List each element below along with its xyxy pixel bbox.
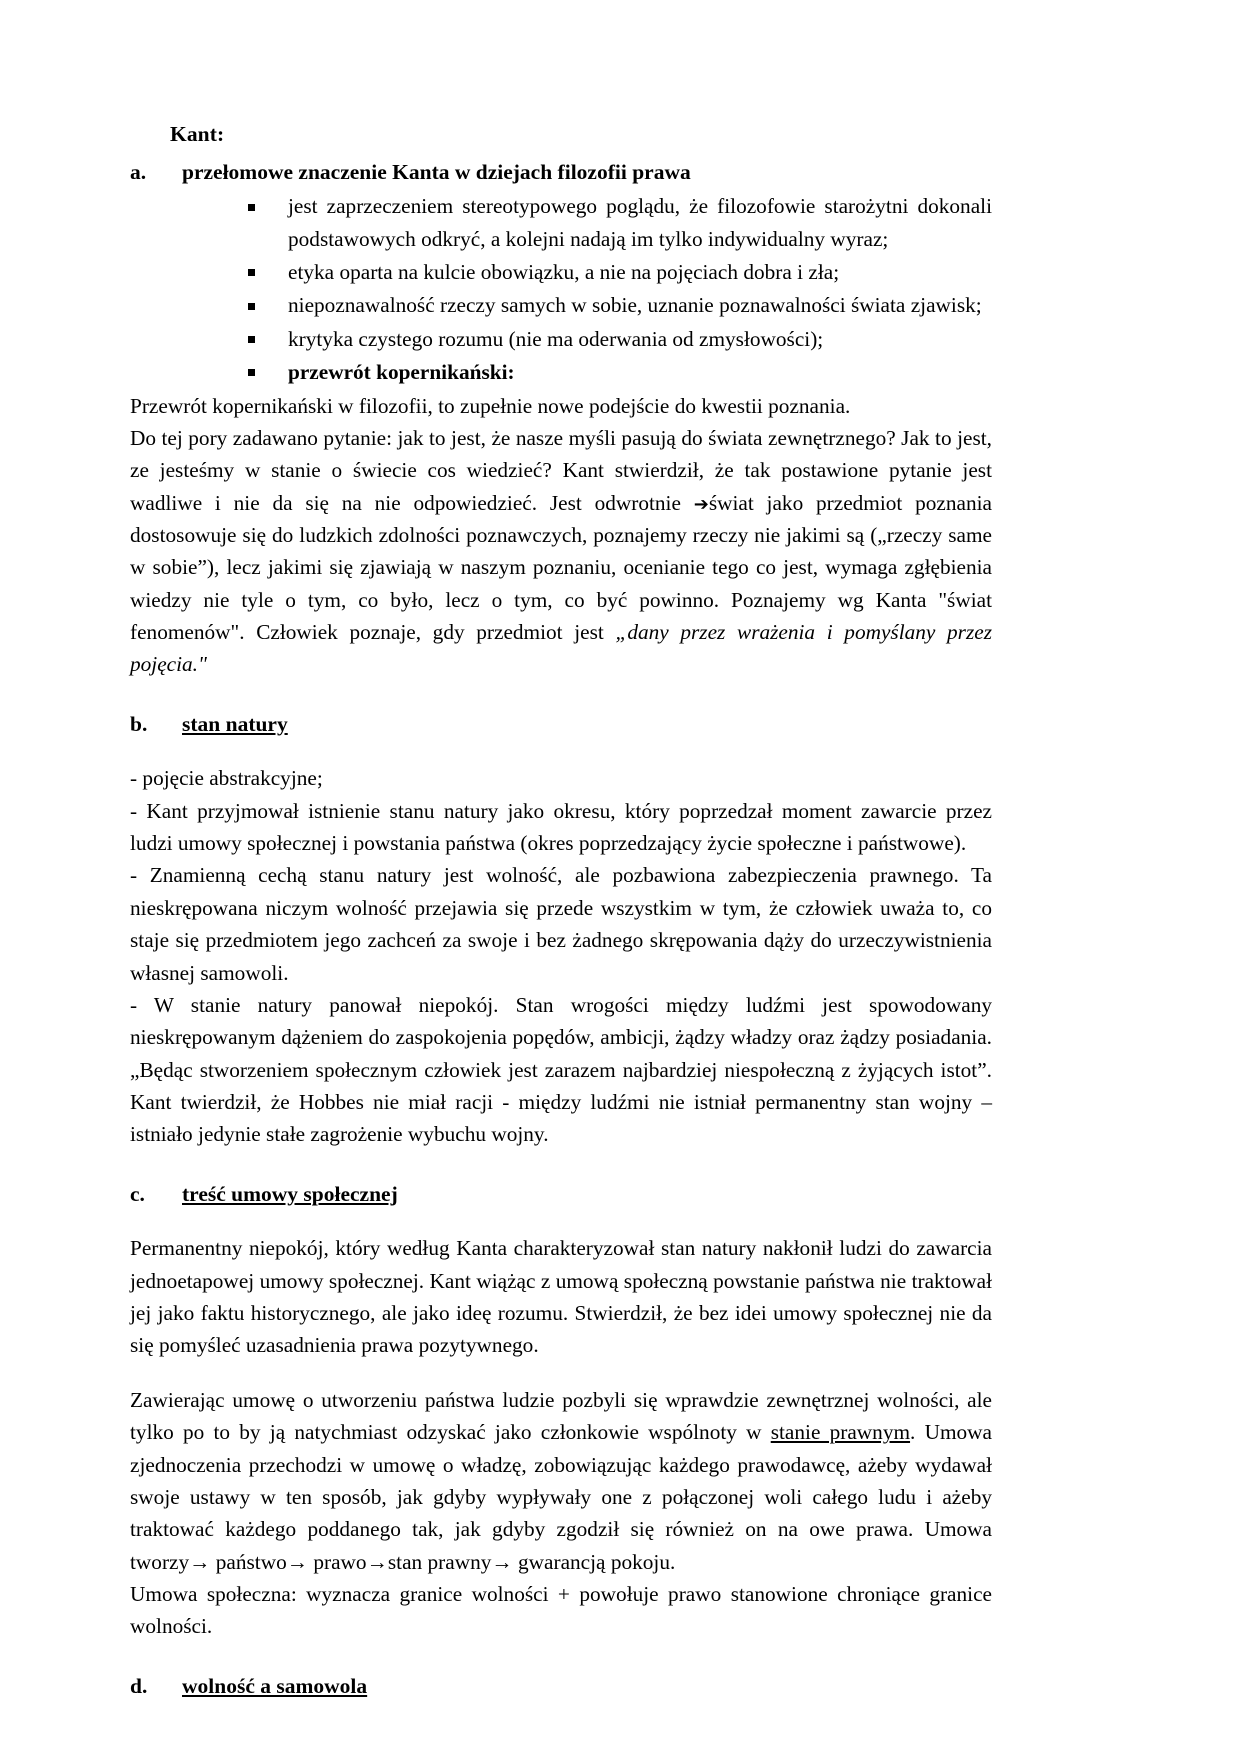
paragraph-c-2 xyxy=(130,1384,992,1578)
list-item-text: niepoznawalność rzeczy samych w sobie, uznanie poznawalności świata zjawisk; xyxy=(288,293,982,318)
square-bullet-icon xyxy=(248,336,255,343)
paragraph-c-2-part-1: Zawierając umowę o utworzeniu państwa ludzie pozbyli się wprawdzie zewnętrznej wolności, ale tylko po to by ją natychmiast odzyskać jako członkowie wspólnoty w xyxy=(130,1387,992,1445)
paragraph-text-part-2: świat jako przedmiot poznania dostosowuje się do ludzkich zdolności poznawczych, poznajemy rzeczy nie jakimi są („rzeczy same w sobie”), lecz jakimi się zjawiają w naszym poznaniu, ocenianie tego co jest, wymaga zgłębienia wiedzy nie tyle o tym, co było, lecz o tym, co być powinno. Poznajemy wg Kanta "świat fenomenów". Człowiek poznaje, gdy przedmiot jest xyxy=(130,490,993,645)
right-arrow-icon: ➔ xyxy=(693,493,709,515)
list-item-text: przewrót kopernikański: xyxy=(288,360,515,385)
section-title-b: stan natury xyxy=(182,711,288,736)
paragraph-kopernikanski-1: Przewrót kopernikański w filozofii, to zupełnie nowe podejście do kwestii poznania. xyxy=(130,393,851,418)
section-marker-c: c. xyxy=(130,1181,145,1206)
list-item xyxy=(130,323,992,355)
section-title-d: wolność a samowola xyxy=(182,1673,368,1698)
section-heading-d xyxy=(130,1670,992,1703)
bullet-list-a xyxy=(130,190,992,388)
list-item xyxy=(130,289,992,321)
paragraph-b-3: - Znamienną cechą stanu natury jest wolność, ale pozbawiona zabezpieczenia prawnego. Ta nieskrępowana niczym wolność przejawia się przede wszystkim w tym, że człowiek uważa to, co staje się przedmiotem jego zachceń za swoje i bez żadnego skrępowania dąży do urzeczywistnienia własnej samowoli. xyxy=(130,863,992,985)
list-item-text: krytyka czystego rozumu (nie ma oderwania od zmysłowości); xyxy=(288,326,824,351)
paragraph-c-1: Permanentny niepokój, który według Kanta charakteryzował stan natury nakłonił ludzi do zawarcia jednoetapowej umowy społecznej. Kant wiążąc z umową społeczną powstanie państwa nie traktował jej jako faktu historycznego, ale jako ideę rozumu. Stwierdził, że bez idei umowy społecznej nie da się pomyśleć uzasadnienia prawa pozytywnego. xyxy=(130,1236,992,1358)
paragraph-b-1: - pojęcie abstrakcyjne; xyxy=(130,766,323,791)
square-bullet-icon xyxy=(248,369,255,376)
list-item-text: jest zaprzeczeniem stereotypowego poglądu, że filozofowie starożytni dokonali podstawowych odkryć, a kolejni nadają im tylko indywidualny wyraz; xyxy=(288,194,992,251)
section-title-c: treść umowy społecznej xyxy=(182,1181,398,1206)
paragraph-text-part-1: Do tej pory zadawano pytanie: jak to jest, że nasze myśli pasują do świata zewnętrznego? Jak to jest, ze jesteśmy w stanie o świecie cos wiedzieć? Kant stwierdził, że tak postawione pytanie jest wadliwe i nie da się na nie odpowiedzieć. Jest odwrotnie xyxy=(130,425,992,515)
list-item xyxy=(130,356,992,388)
section-heading-b xyxy=(130,708,992,741)
paragraph-quote-italic: „dany przez wrażenia i pomyślany przez pojęcia." xyxy=(130,620,992,677)
section-title-a: przełomowe znaczenie Kanta w dziejach filozofii prawa xyxy=(182,159,691,184)
paragraph-c-3: Umowa społeczna: wyznacza granice wolności + powołuje prawo stanowione chroniące granice wolności. xyxy=(130,1581,992,1639)
page-title: Kant: xyxy=(170,122,225,146)
section-heading-a xyxy=(130,156,992,189)
section-marker-a: a. xyxy=(130,159,147,184)
document-body xyxy=(130,118,992,1702)
section-marker-d: d. xyxy=(130,1673,148,1698)
section-marker-b: b. xyxy=(130,711,148,736)
paragraph-b-2: - Kant przyjmował istnienie stanu natury jako okresu, który poprzedzał moment zawarcie przez ludzi umowy społecznej i powstania państwa (okres poprzedzający życie społeczne i państwowe). xyxy=(130,798,992,856)
underlined-phrase-stanie-prawnym: stanie prawnym xyxy=(770,1420,911,1445)
square-bullet-icon xyxy=(248,303,255,310)
paragraph-kopernikanski-2 xyxy=(130,422,992,681)
paragraph-b-4: - W stanie natury panował niepokój. Stan wrogości między ludźmi jest spowodowany nieskrępowanym dążeniem do zaspokojenia popędów, ambicji, żądzy władzy oraz żądzy posiadania. „Będąc stworzeniem społecznym człowiek jest zarazem najbardziej niespołeczną z żyjących istot”. Kant twierdził, że Hobbes nie miał racji - między ludźmi nie istniał permanentny stan wojny – istniało jedynie stałe zagrożenie wybuchu wojny. xyxy=(130,992,992,1147)
list-item xyxy=(130,256,992,288)
list-item xyxy=(130,190,992,255)
square-bullet-icon xyxy=(248,269,255,276)
square-bullet-icon xyxy=(248,204,255,211)
section-heading-c xyxy=(130,1178,992,1211)
list-item-text: etyka oparta na kulcie obowiązku, a nie na pojęciach dobra i zła; xyxy=(288,260,840,285)
paragraph-c-2-part-2: . Umowa zjednoczenia przechodzi w umowę o władzę, zobowiązując każdego prawodawcę, ażeby wydawał swoje ustawy w ten sposób, jak gdyby wypływały one z połączonej woli całego ludu i ażeby traktować każdego poddanego tak, jak gdyby zgodził się również on na owe prawa. Umowa tworzy→ państwo→ prawo→stan prawny→ gwarancją pokoju. xyxy=(130,1420,993,1574)
